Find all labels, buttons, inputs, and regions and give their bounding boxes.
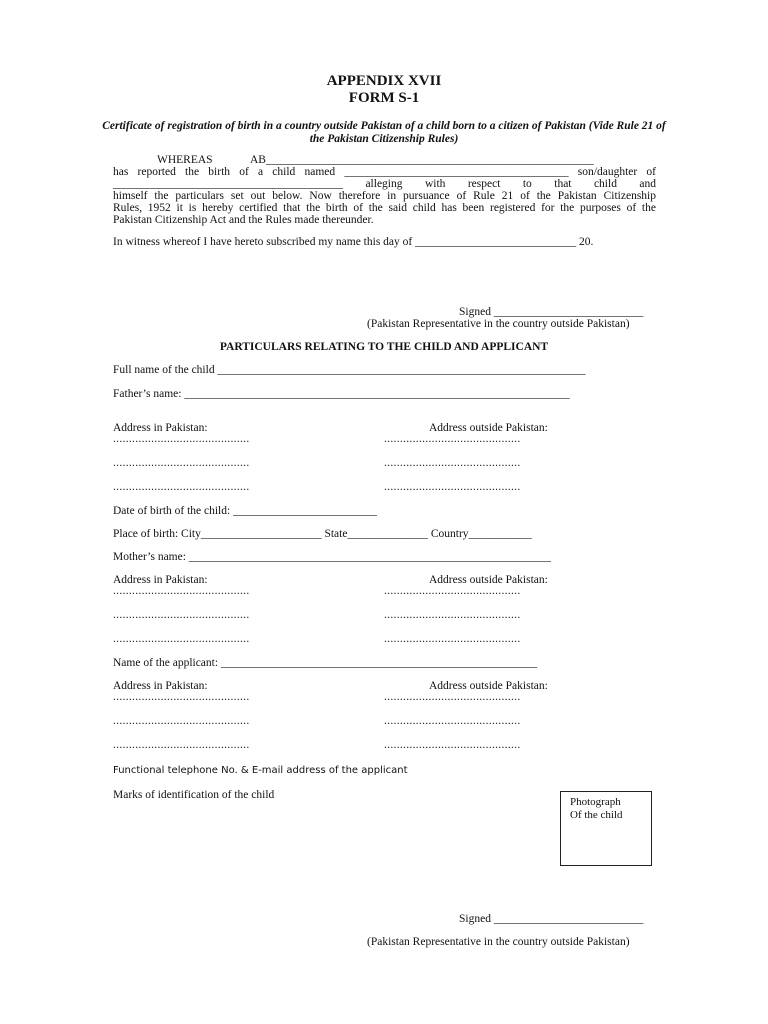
dotted-line: ........................................... — [113, 715, 250, 727]
body-line-6: Pakistan Citizenship Act and the Rules made thereunder. — [113, 214, 374, 226]
place-of-birth-field: Place of birth: City_____________________ State______________ Country___________ — [113, 528, 532, 540]
applicant-name-field: Name of the applicant: _______________________________________________________ — [113, 657, 538, 669]
address-outside-label-2: Address outside Pakistan: — [429, 574, 548, 586]
dob-field: Date of birth of the child: _________________________ — [113, 505, 377, 517]
dotted-line: ........................................... — [113, 433, 250, 445]
body-line-4: himself the particulars set out below. Now therefore in pursuance of Rule 21 of the Pakistan Citizenship — [113, 190, 656, 202]
address-pakistan-label-1: Address in Pakistan: — [113, 422, 208, 434]
mother-name-field: Mother’s name: _______________________________________________________________ — [113, 551, 552, 563]
dotted-line: ........................................... — [113, 585, 250, 597]
body-line-3: ________________________________________ alleging with respect to that child and — [113, 178, 656, 190]
certificate-subtitle: Certificate of registration of birth in a country outside Pakistan of a child born to a citizen of Pakistan (Vide Rule 21 of the Pakistan Citizenship Rules) — [102, 120, 666, 145]
address-outside-label-1: Address outside Pakistan: — [429, 422, 548, 434]
full-name-field: Full name of the child ________________________________________________________________ — [113, 364, 586, 376]
dotted-line: ........................................... — [384, 739, 521, 751]
particulars-heading: PARTICULARS RELATING TO THE CHILD AND APPLICANT — [219, 341, 549, 353]
telephone-email-label: Functional telephone No. & E-mail address of the applicant — [113, 765, 408, 776]
dotted-line: ........................................... — [384, 585, 521, 597]
dotted-line: ........................................... — [384, 715, 521, 727]
whereas-label: WHEREAS — [157, 154, 213, 166]
form-title: FORM S-1 — [348, 90, 420, 106]
signed-bottom: Signed __________________________ — [459, 913, 644, 925]
identification-marks-label: Marks of identification of the child — [113, 789, 275, 801]
father-name-field: Father’s name: ___________________________________________________________________ — [113, 388, 570, 400]
dotted-line: ........................................... — [384, 433, 521, 445]
signed-bottom-caption: (Pakistan Representative in the country outside Pakistan) — [367, 936, 630, 948]
witness-line: In witness whereof I have hereto subscribed my name this day of ____________________________ 20. — [113, 236, 594, 248]
dotted-line: ........................................... — [384, 481, 521, 493]
ab-field: AB_________________________________________________________ — [250, 154, 594, 166]
signed-top-caption: (Pakistan Representative in the country outside Pakistan) — [367, 318, 630, 330]
dotted-line: ........................................... — [113, 457, 250, 469]
dotted-line: ........................................... — [113, 691, 250, 703]
address-outside-label-3: Address outside Pakistan: — [429, 680, 548, 692]
address-pakistan-label-2: Address in Pakistan: — [113, 574, 208, 586]
dotted-line: ........................................... — [384, 633, 521, 645]
dotted-line: ........................................... — [384, 457, 521, 469]
signed-top: Signed __________________________ — [459, 306, 644, 318]
photograph-label: Photograph — [570, 796, 621, 808]
dotted-line: ........................................... — [113, 609, 250, 621]
dotted-line: ........................................... — [384, 691, 521, 703]
dotted-line: ........................................... — [384, 609, 521, 621]
photograph-box — [560, 791, 652, 866]
dotted-line: ........................................... — [113, 481, 250, 493]
appendix-title: APPENDIX XVII — [326, 73, 442, 89]
body-line-5: Rules, 1952 it is hereby certified that the birth of the said child has been registered for the purposes of the — [113, 202, 656, 214]
dotted-line: ........................................... — [113, 633, 250, 645]
address-pakistan-label-3: Address in Pakistan: — [113, 680, 208, 692]
body-line-2: has reported the birth of a child named _______________________________________ son/daughter of — [113, 166, 656, 178]
photograph-sublabel: Of the child — [570, 809, 623, 821]
dotted-line: ........................................... — [113, 739, 250, 751]
